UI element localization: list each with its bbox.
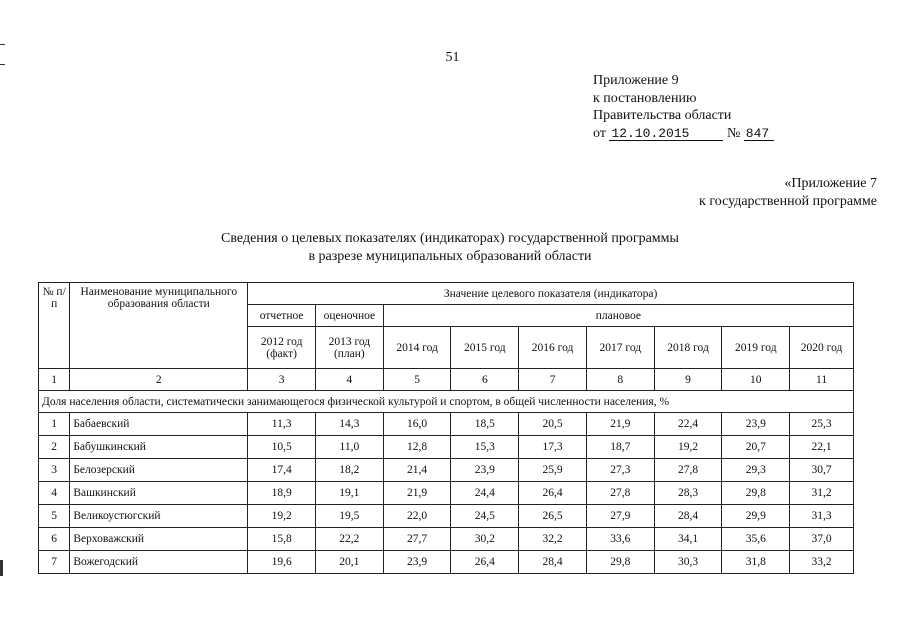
row-number: 7 bbox=[39, 551, 70, 574]
indicator-value: 18,9 bbox=[248, 482, 316, 505]
decree-date: 12.10.2015 bbox=[609, 127, 723, 141]
indicator-value: 30,3 bbox=[654, 551, 722, 574]
column-number: 1 bbox=[39, 369, 70, 391]
indicator-value: 26,4 bbox=[519, 482, 587, 505]
table-row bbox=[39, 459, 854, 482]
indicator-value: 12,8 bbox=[383, 436, 451, 459]
indicator-value: 27,9 bbox=[586, 505, 654, 528]
row-number: 2 bbox=[39, 436, 70, 459]
indicator-value: 19,5 bbox=[316, 505, 384, 528]
header-name: Наименование муниципального образования области bbox=[70, 283, 248, 369]
indicator-value: 20,5 bbox=[519, 413, 587, 436]
appendix-9-header bbox=[593, 72, 774, 142]
column-number: 5 bbox=[383, 369, 451, 391]
indicator-value: 18,2 bbox=[316, 459, 384, 482]
header-estimated: оценочное bbox=[316, 305, 384, 327]
indicator-value: 19,2 bbox=[654, 436, 722, 459]
document-title-line2: в разрезе муниципальных образований области bbox=[308, 249, 592, 264]
indicator-value: 15,3 bbox=[451, 436, 519, 459]
table-row bbox=[39, 528, 854, 551]
indicator-value: 37,0 bbox=[790, 528, 854, 551]
indicator-value: 11,0 bbox=[316, 436, 384, 459]
indicator-value: 34,1 bbox=[654, 528, 722, 551]
indicator-value: 22,4 bbox=[654, 413, 722, 436]
indicator-value: 15,8 bbox=[248, 528, 316, 551]
date-prefix: от bbox=[593, 125, 606, 141]
table-row bbox=[39, 413, 854, 436]
indicator-value: 14,3 bbox=[316, 413, 384, 436]
table-row bbox=[39, 505, 854, 528]
column-number: 9 bbox=[654, 369, 722, 391]
column-number: 11 bbox=[790, 369, 854, 391]
indicator-value: 26,5 bbox=[519, 505, 587, 528]
indicator-value: 25,3 bbox=[790, 413, 854, 436]
section-title: Доля населения области, систематически занимающегося физической культурой и спортом, в общей численности населения, % bbox=[39, 391, 854, 413]
header-reported: отчетное bbox=[248, 305, 316, 327]
column-number: 6 bbox=[451, 369, 519, 391]
indicator-value: 24,5 bbox=[451, 505, 519, 528]
document-title-line1: Сведения о целевых показателях (индикаторах) государственной программы bbox=[221, 231, 679, 246]
header-value: Значение целевого показателя (индикатора) bbox=[248, 283, 854, 305]
indicator-value: 33,2 bbox=[790, 551, 854, 574]
header-num: № п/п bbox=[39, 283, 70, 369]
indicator-value: 28,4 bbox=[519, 551, 587, 574]
scan-edge-mark bbox=[0, 560, 3, 576]
indicator-value: 17,3 bbox=[519, 436, 587, 459]
indicator-value: 23,9 bbox=[383, 551, 451, 574]
indicator-value: 27,3 bbox=[586, 459, 654, 482]
indicator-value: 29,3 bbox=[722, 459, 790, 482]
indicator-value: 31,2 bbox=[790, 482, 854, 505]
number-prefix: № bbox=[726, 125, 741, 141]
page-number: 51 bbox=[445, 50, 460, 65]
appendix-9-date-line bbox=[593, 125, 774, 143]
indicator-value: 21,9 bbox=[586, 413, 654, 436]
indicator-value: 35,6 bbox=[722, 528, 790, 551]
header-year: 2012 год (факт) bbox=[248, 327, 316, 369]
indicator-value: 21,4 bbox=[383, 459, 451, 482]
row-number: 3 bbox=[39, 459, 70, 482]
row-number: 6 bbox=[39, 528, 70, 551]
document-title bbox=[150, 230, 750, 266]
appendix-7-header bbox=[699, 175, 877, 211]
indicator-value: 20,7 bbox=[722, 436, 790, 459]
header-year: 2017 год bbox=[586, 327, 654, 369]
table-row bbox=[39, 551, 854, 574]
indicator-value: 21,9 bbox=[383, 482, 451, 505]
indicator-value: 11,3 bbox=[248, 413, 316, 436]
header-year: 2013 год (план) bbox=[316, 327, 384, 369]
header-year: 2018 год bbox=[654, 327, 722, 369]
indicator-value: 19,1 bbox=[316, 482, 384, 505]
indicator-value: 32,2 bbox=[519, 528, 587, 551]
indicator-value: 29,8 bbox=[586, 551, 654, 574]
header-year: 2015 год bbox=[451, 327, 519, 369]
indicator-value: 24,4 bbox=[451, 482, 519, 505]
indicator-value: 28,4 bbox=[654, 505, 722, 528]
indicator-value: 27,8 bbox=[654, 459, 722, 482]
indicator-value: 30,7 bbox=[790, 459, 854, 482]
header-planned: плановое bbox=[383, 305, 853, 327]
header-year: 2019 год bbox=[722, 327, 790, 369]
appendix-9-line2: к постановлению bbox=[593, 90, 697, 106]
indicator-value: 18,7 bbox=[586, 436, 654, 459]
municipality-name: Бабушкинский bbox=[70, 436, 248, 459]
indicator-value: 29,8 bbox=[722, 482, 790, 505]
indicator-value: 25,9 bbox=[519, 459, 587, 482]
municipality-name: Вожегодский bbox=[70, 551, 248, 574]
appendix-9-line1: Приложение 9 bbox=[593, 73, 679, 88]
indicator-table bbox=[38, 282, 854, 574]
municipality-name: Великоустюгский bbox=[70, 505, 248, 528]
indicator-value: 29,9 bbox=[722, 505, 790, 528]
indicator-value: 30,2 bbox=[451, 528, 519, 551]
indicator-value: 20,1 bbox=[316, 551, 384, 574]
indicator-value: 27,8 bbox=[586, 482, 654, 505]
indicator-value: 10,5 bbox=[248, 436, 316, 459]
row-number: 1 bbox=[39, 413, 70, 436]
column-number: 2 bbox=[70, 369, 248, 391]
indicator-value: 22,1 bbox=[790, 436, 854, 459]
indicator-value: 23,9 bbox=[451, 459, 519, 482]
indicator-value: 19,2 bbox=[248, 505, 316, 528]
indicator-value: 16,0 bbox=[383, 413, 451, 436]
indicator-value: 31,3 bbox=[790, 505, 854, 528]
indicator-value: 18,5 bbox=[451, 413, 519, 436]
header-year: 2020 год bbox=[790, 327, 854, 369]
indicator-value: 27,7 bbox=[383, 528, 451, 551]
appendix-7-line1: «Приложение 7 bbox=[784, 176, 877, 191]
indicator-value: 23,9 bbox=[722, 413, 790, 436]
appendix-7-line2: к государственной программе bbox=[699, 194, 877, 209]
column-number: 10 bbox=[722, 369, 790, 391]
column-number: 7 bbox=[519, 369, 587, 391]
decree-number: 847 bbox=[744, 127, 774, 141]
indicator-value: 22,2 bbox=[316, 528, 384, 551]
indicator-value: 17,4 bbox=[248, 459, 316, 482]
municipality-name: Белозерский bbox=[70, 459, 248, 482]
municipality-name: Бабаевский bbox=[70, 413, 248, 436]
table-row bbox=[39, 482, 854, 505]
row-number: 4 bbox=[39, 482, 70, 505]
table-row bbox=[39, 436, 854, 459]
indicator-value: 19,6 bbox=[248, 551, 316, 574]
municipality-name: Верховажский bbox=[70, 528, 248, 551]
header-year: 2014 год bbox=[383, 327, 451, 369]
indicator-value: 26,4 bbox=[451, 551, 519, 574]
appendix-9-line3: Правительства области bbox=[593, 108, 732, 123]
indicator-value: 33,6 bbox=[586, 528, 654, 551]
row-number: 5 bbox=[39, 505, 70, 528]
column-number: 8 bbox=[586, 369, 654, 391]
scan-edge-mark bbox=[0, 44, 5, 45]
header-year: 2016 год bbox=[519, 327, 587, 369]
indicator-value: 22,0 bbox=[383, 505, 451, 528]
indicator-value: 28,3 bbox=[654, 482, 722, 505]
column-number: 3 bbox=[248, 369, 316, 391]
municipality-name: Вашкинский bbox=[70, 482, 248, 505]
column-number: 4 bbox=[316, 369, 384, 391]
indicator-value: 31,8 bbox=[722, 551, 790, 574]
